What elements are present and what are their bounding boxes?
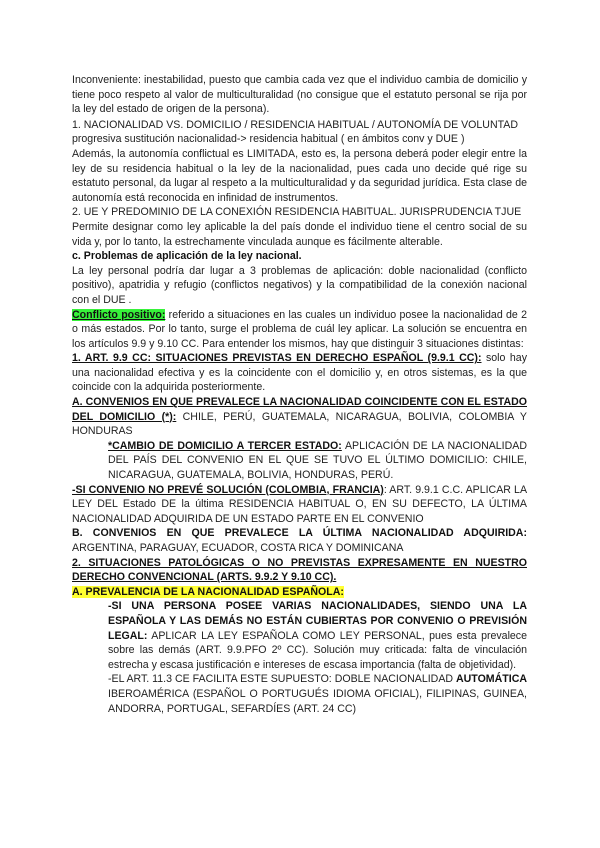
art-9-9-heading: 1. ART. 9.9 CC: SITUACIONES PREVISTAS EN DERECHO ESPAÑOL (9.9.1 CC): <box>72 352 482 365</box>
paragraph-art-9-9 <box>72 351 527 395</box>
paragraph-convenios-a <box>72 395 527 439</box>
paragraph-autonomia-conflictual: Además, la autonomía conflictual es LIMITADA, esto es, la persona deberá poder elegir entre la ley de su residencia habitual o la ley de la nacionalidad, pues cada uno decide qué rige su estatuto personal, da lugar al respeto a la multiculturalidad y da seguridad jurídica. Esta clase de autonomía está reconocida en infinidad de instrumentos. <box>72 147 527 204</box>
heading-nacionalidad-vs-domicilio: 1. NACIONALIDAD VS. DOMICILIO / RESIDENCIA HABITUAL / AUTONOMÍA DE VOLUNTAD <box>72 118 519 131</box>
cambio-domicilio-heading: *CAMBIO DE DOMICILIO A TERCER ESTADO: <box>108 439 342 452</box>
paragraph-prevalencia <box>72 585 527 600</box>
paragraph-cambio-domicilio <box>108 439 527 483</box>
conflicto-positivo-label: Conflicto positivo: <box>72 308 166 321</box>
convenios-a-text: CHILE, PERÚ, GUATEMALA, NICARAGUA, BOLIVIA, COLOMBIA Y HONDURAS <box>72 410 528 438</box>
convenios-a-heading: A. CONVENIOS EN QUE PREVALECE LA NACIONALIDAD COINCIDENTE CON EL ESTADO DEL DOMICILIO (*): <box>72 396 527 423</box>
paragraph-tres-problemas: La ley personal podría dar lugar a 3 problemas de aplicación: doble nacionalidad (conflicto positivo), apatridia y refugio (conflictos negativos) y la compatibilidad de la conexión nacional con el DUE . <box>72 264 527 306</box>
convenios-b-text: ARGENTINA, PARAGUAY, ECUADOR, COSTA RICA Y DOMINICANA <box>72 542 404 554</box>
paragraph-varias-nacionalidades <box>108 599 527 672</box>
varias-nacionalidades-text: APLICAR LA LEY ESPAÑOLA COMO LEY PERSONAL, pues esta prevalece sobre las demás (ART. 9.9.PFO 2º CC). Solución muy criticada: falta de vinculación estrecha y escasa justificación e intereses de escasa importancia (falta de objetividad). <box>108 629 527 671</box>
paragraph-progresiva-sustitucion: progresiva sustitución nacionalidad-> residencia habitual ( en ámbitos conv y DUE ) <box>72 133 465 146</box>
paragraph-inconveniente: Inconveniente: inestabilidad, puesto que cambia cada vez que el individuo cambia de domicilio y tiene poco respeto al valor de multiculturalidad (no consigue que el estatuto personal se rija por la ley del estado de origen de la persona). <box>72 74 527 116</box>
prevalencia-heading: A. PREVALENCIA DE LA NACIONALIDAD ESPAÑOLA: <box>72 585 344 598</box>
art-11-3-text-b: IBEROAMÉRICA (ESPAÑOL O PORTUGUÉS IDIOMA OFICIAL), FILIPINAS, GUINEA, ANDORRA, PORTUGAL, SEFARDÍES (ART. 24 CC) <box>108 687 527 715</box>
cambio-domicilio-text: APLICACIÓN DE LA NACIONALIDAD DEL PAÍS DEL CONVENIO EN EL QUE SE TUVO EL ÚLTIMO DOMICILIO: CHILE, NICARAGUA, GUATEMALA, BOLIVIA, HONDURAS, PERÚ. <box>108 439 527 482</box>
paragraph-convenios-b <box>72 526 527 555</box>
heading-ue-residencia-habitual: 2. UE Y PREDOMINIO DE LA CONEXIÓN RESIDENCIA HABITUAL. JURISPRUDENCIA TJUE <box>72 206 522 219</box>
paragraph-si-convenio-no-preve <box>72 483 527 527</box>
paragraph-conflicto-positivo <box>72 308 527 352</box>
art-11-3-text-a: -EL ART. 11.3 CE FACILITA ESTE SUPUESTO: DOBLE NACIONALIDAD <box>108 673 456 686</box>
heading-situaciones-patologicas: 2. SITUACIONES PATOLÓGICAS O NO PREVISTAS EXPRESAMENTE EN NUESTRO DERECHO CONVENCIONAL (ARTS. 9.9.2 Y 9.10 CC). <box>72 556 527 584</box>
si-convenio-heading: -SI CONVENIO NO PREVÉ SOLUCIÓN (COLOMBIA, FRANCIA) <box>72 483 384 496</box>
conflicto-positivo-text: referido a situaciones en las cuales un individuo posee la nacionalidad de 2 o más estados. Por lo tanto, surge el problema de cuál ley aplicar. La solución se encuentra en los artículos 9.9 y 9.10 CC. Para entender los mismos, hay que distinguir 3 situaciones distintas: <box>72 308 528 350</box>
convenios-b-heading: B. CONVENIOS EN QUE PREVALECE LA ÚLTIMA NACIONALIDAD ADQUIRIDA: <box>72 527 527 540</box>
paragraph-art-11-3 <box>108 672 527 716</box>
paragraph-ley-aplicable: Permite designar como ley aplicable la del país donde el individuo tiene el centro social de su vida y, por lo tanto, la estrechamente vinculada aunque es fácilmente alterable. <box>72 220 527 248</box>
varias-nacionalidades-heading: -SI UNA PERSONA POSEE VARIAS NACIONALIDADES, SIENDO UNA LA ESPAÑOLA Y LAS DEMÁS NO ESTÁN CUBIERTAS POR CONVENIO O PREVISIÓN LEGAL: <box>108 600 527 642</box>
automatica-label: AUTOMÁTICA <box>455 673 527 686</box>
si-convenio-text: : ART. 9.9.1 C.C. APLICAR LA LEY DEL Estado DE la última RESIDENCIA HABITUAL O, EN SU DEFECTO, LA ÚLTIMA NACIONALIDAD ADQUIRIDA DE UN ESTADO PARTE EN EL CONVENIO <box>72 483 528 525</box>
art-9-9-text: solo hay una nacionalidad efectiva y es la coincidente con el domicilio y, en otros sistemas, es la que coincide con la adquirida posteriormente. <box>72 352 527 394</box>
heading-problemas-aplicacion: c. Problemas de aplicación de la ley nacional. <box>72 250 302 263</box>
document-body <box>72 73 527 716</box>
